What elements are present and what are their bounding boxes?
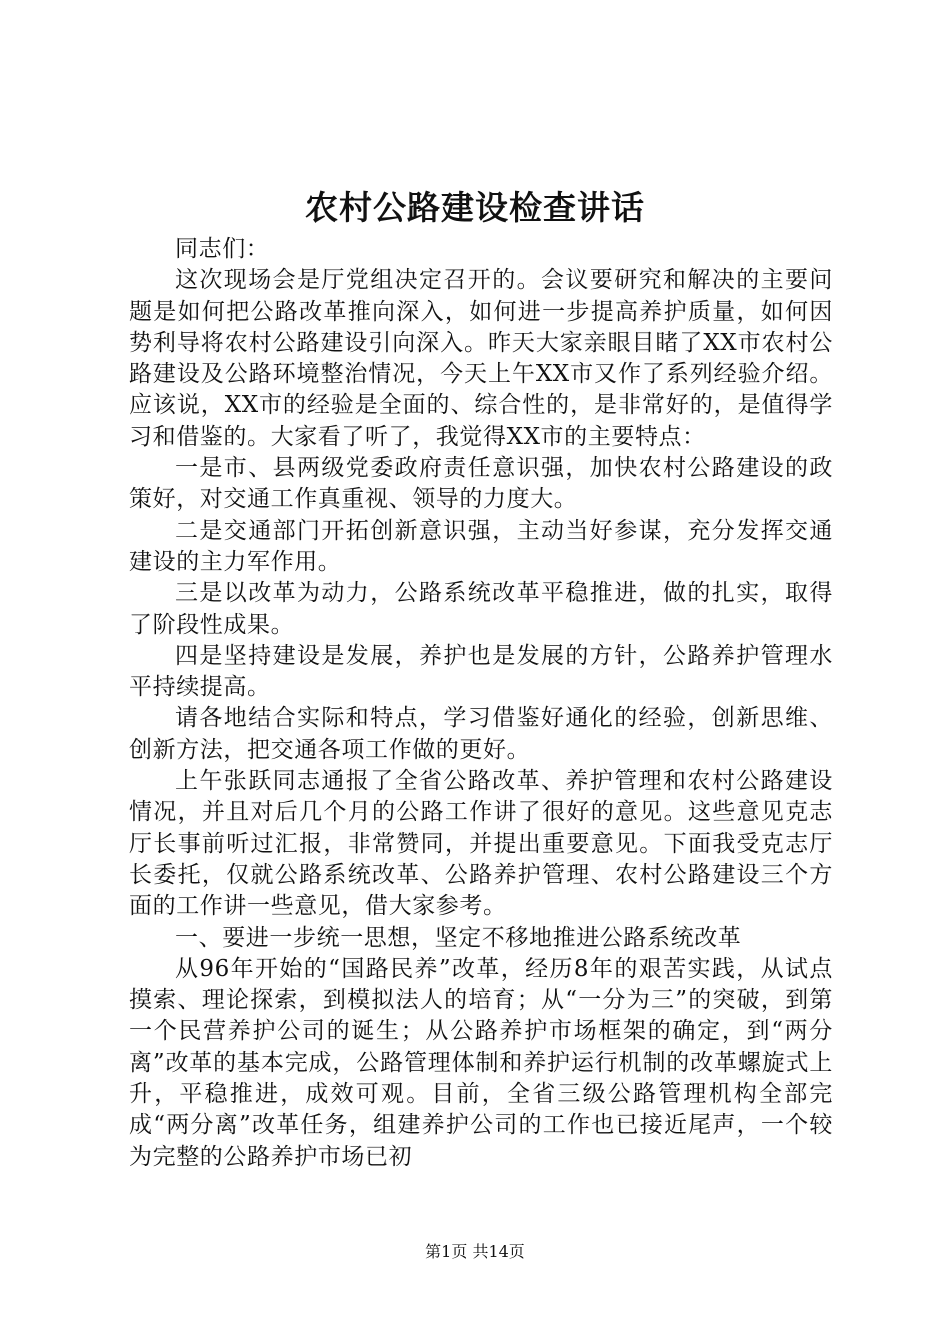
body-paragraph: 三是以改革为动力，公路系统改革平稳推进，做的扎实，取得了阶段性成果。 [129,580,833,638]
body-paragraph: 上午张跃同志通报了全省公路改革、养护管理和农村公路建设情况，并且对后几个月的公路工作讲了很好的意见。这些意见克志厅长事前听过汇报，非常赞同，并提出重要意见。下面我受克志厅长委托，仅就公路系统改革、公路养护管理、农村公路建设三个方面的工作讲一些意见，借大家参考。 [129,768,833,920]
body-paragraph: 二是交通部门开拓创新意识强，主动当好参谋，充分发挥交通建设的主力军作用。 [129,517,833,575]
body-paragraph: 从96年开始的“国路民养”改革，经历8年的艰苦实践，从试点摸索、理论探索，到模拟法人的培育；从“一分为三”的突破，到第一个民营养护公司的诞生；从公路养护市场框架的确定，到“两分离”改革的基本完成，公路管理体制和养护运行机制的改革螺旋式上升，平稳推进，成效可观。目前，全省三级公路管理机构全部完成“两分离”改革任务，组建养护公司的工作也已接近尾声，一个较为完整的公路养护市场已初 [129,955,833,1170]
body-paragraph: 四是坚持建设是发展，养护也是发展的方针，公路养护管理水平持续提高。 [129,642,833,701]
body-paragraph: 这次现场会是厅党组决定召开的。会议要研究和解决的主要问题是如何把公路改革推向深入，如何进一步提高养护质量，如何因势利导将农村公路建设引向深入。昨天大家亲眼目睹了XX市农村公路建设及公路环境整治情况，今天上午XX市又作了系列经验介绍。应该说，XX市的经验是全面的、综合性的，是非常好的，是值得学习和借鉴的。大家看了听了，我觉得XX市的主要特点： [129,267,833,450]
document-body [129,234,833,1173]
body-paragraph: 请各地结合实际和特点，学习借鉴好通化的经验，创新思维、创新方法，把交通各项工作做的更好。 [129,705,833,763]
section-heading: 一、要进一步统一思想，坚定不移地推进公路系统改革 [175,924,742,951]
salutation-paragraph: 同志们： [175,236,270,262]
page-footer: 第1页 共14页 [425,1242,525,1261]
body-paragraph: 一是市、县两级党委政府责任意识强，加快农村公路建设的政策好，对交通工作真重视、领导的力度大。 [129,455,833,513]
document-title: 农村公路建设检查讲话 [305,188,645,227]
